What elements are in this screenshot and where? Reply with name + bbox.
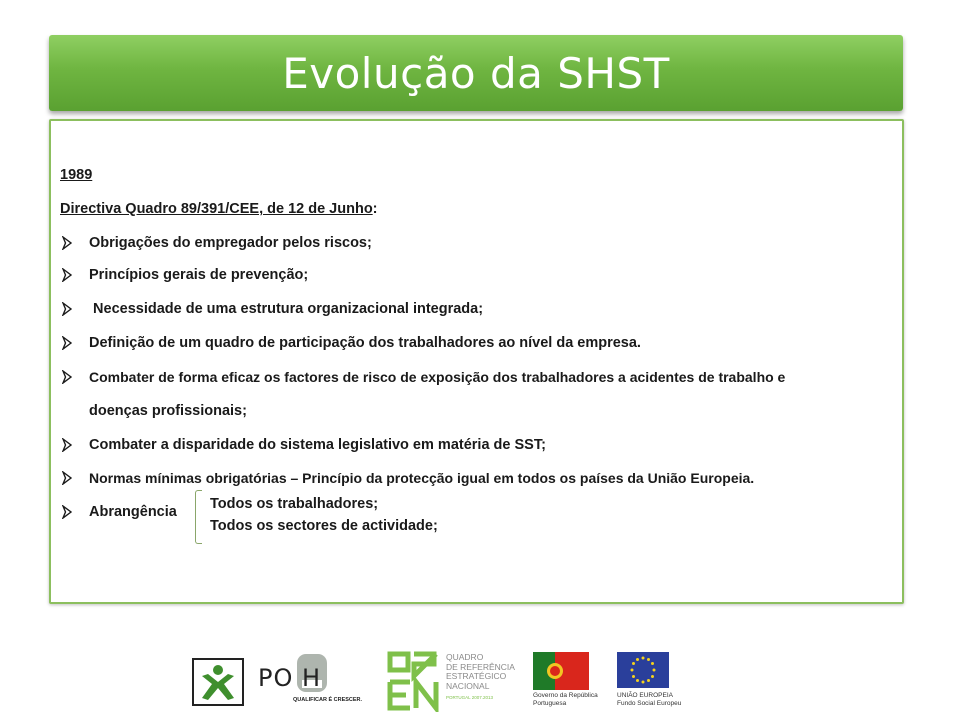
bullet-item: Definição de um quadro de participação dos trabalhadores ao nível da empresa. [89, 335, 641, 351]
scope-item: Todos os sectores de actividade; [210, 518, 438, 534]
slide-title-bar [49, 35, 903, 111]
slide-title: Evolução da SHST [282, 48, 670, 98]
year-heading: 1989 [60, 167, 93, 183]
poph-tagline: QUALIFICAR É CRESCER. [293, 697, 363, 703]
portugal-flag-icon [533, 652, 589, 690]
bullet-item: Abrangência [89, 504, 177, 520]
gov-line: Governo da República [533, 692, 598, 699]
qren-line: QUADRO [446, 652, 484, 662]
directive-link: Directiva Quadro 89/391/CEE, de 12 de Junho [60, 201, 373, 217]
qren-line: DE REFERÊNCIA [446, 661, 515, 672]
arrow-bullet-icon [62, 302, 72, 316]
eu-line: Fundo Social Europeu [617, 699, 682, 707]
poph-text: PO H [258, 664, 322, 692]
eu-flag-icon [617, 652, 669, 688]
bullet-item: Obrigações do empregador pelos riscos; [89, 235, 372, 251]
qren-text-block [446, 653, 526, 713]
qren-line: ESTRATÉGICO [446, 671, 507, 681]
bullet-item-continuation: doenças profissionais; [89, 403, 247, 419]
scope-item: Todos os trabalhadores; [210, 496, 379, 512]
worker-figure-logo-icon [192, 658, 244, 706]
bullet-item: Combater a disparidade do sistema legislativo em matéria de SST; [89, 437, 546, 453]
arrow-bullet-icon [62, 438, 72, 452]
gov-caption [533, 692, 613, 707]
eu-line: UNIÃO EUROPEIA [617, 692, 673, 699]
arrow-bullet-icon [62, 505, 72, 519]
arrow-bullet-icon [62, 471, 72, 485]
directive-suffix: : [372, 201, 378, 217]
scope-bracket [195, 490, 202, 544]
bullet-item: Normas mínimas obrigatórias – Princípio da protecção igual em todos os países da União Europeia. [89, 470, 755, 486]
arrow-bullet-icon [62, 336, 72, 350]
content-box [49, 119, 904, 604]
arrow-bullet-icon [62, 236, 72, 250]
bullet-item: Combater de forma eficaz os factores de risco de exposição dos trabalhadores a acidentes de trabalho e [89, 369, 786, 385]
gov-line: Portuguesa [533, 699, 567, 707]
qren-sub: PORTUGAL 2007.2013 [446, 695, 494, 700]
arrow-bullet-icon [62, 268, 72, 282]
qren-line: NACIONAL [446, 680, 490, 691]
bullet-item: Necessidade de uma estrutura organizacional integrada; [89, 301, 484, 317]
directive-line [60, 201, 378, 217]
bullet-item: Princípios gerais de prevenção; [89, 267, 309, 283]
eu-caption [617, 692, 707, 707]
qren-logo-icon [386, 650, 442, 712]
arrow-bullet-icon [62, 370, 72, 384]
